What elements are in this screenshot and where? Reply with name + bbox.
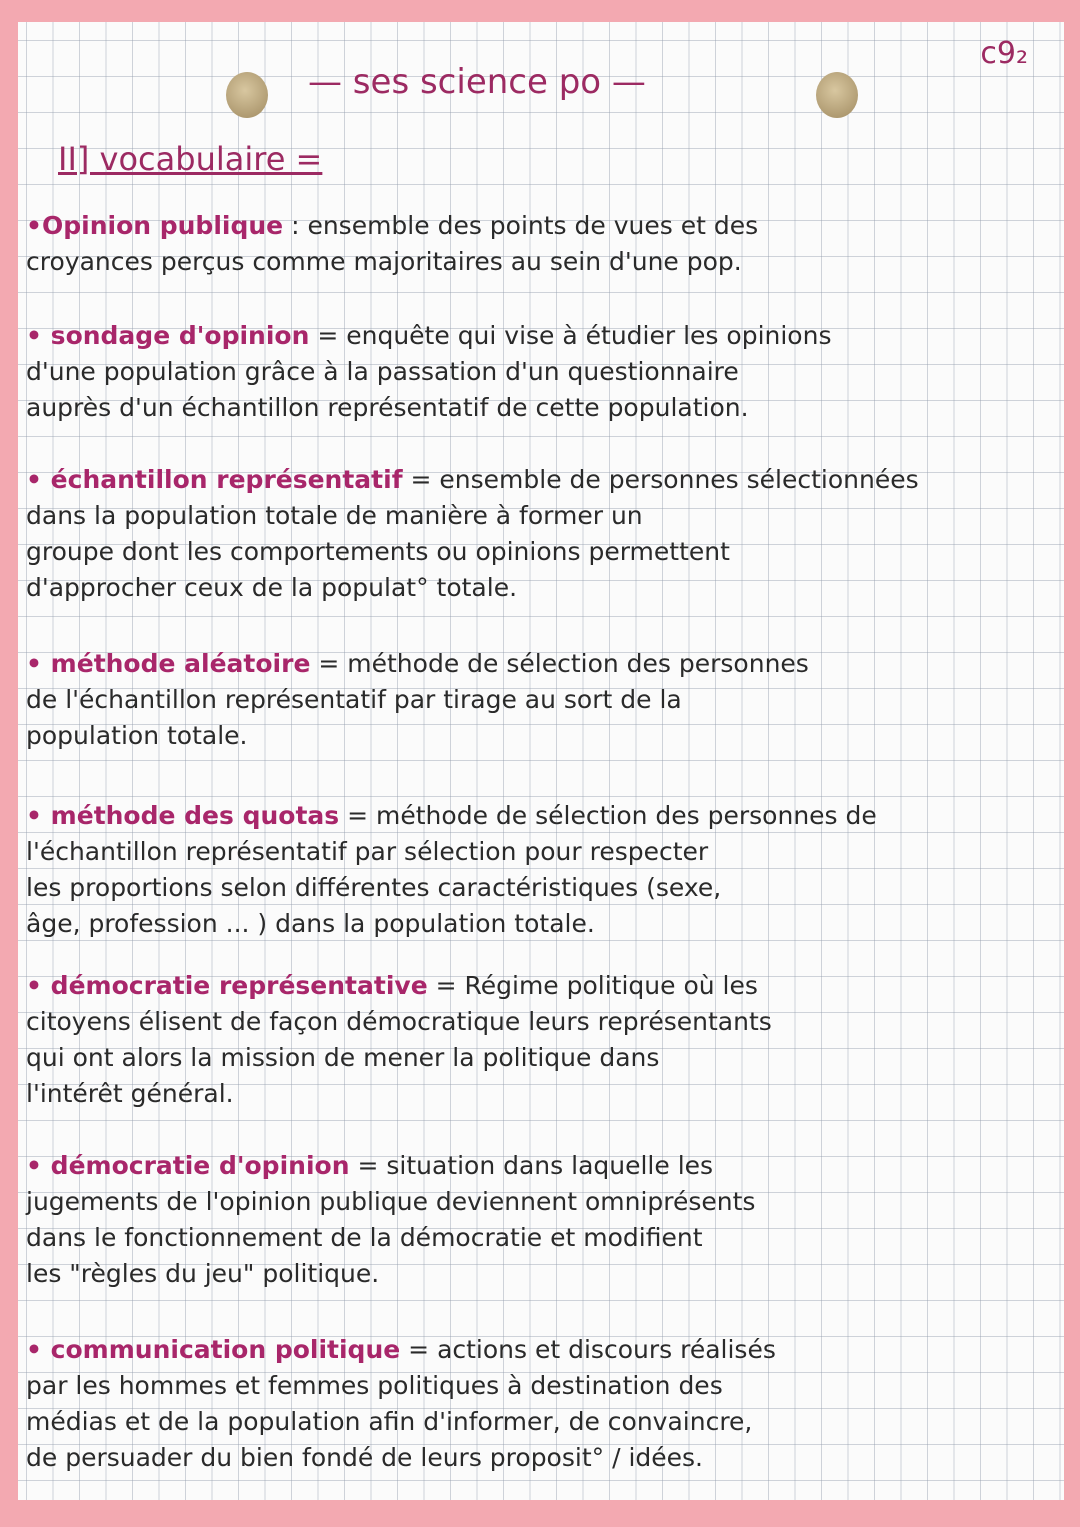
definition-term: • démocratie représentative xyxy=(26,971,428,1000)
binder-hole xyxy=(816,72,858,118)
definition-term: • échantillon représentatif xyxy=(26,465,403,494)
definition-entry xyxy=(26,1332,1056,1476)
definition-text: = méthode de sélection des personnes de xyxy=(347,801,877,830)
definition-line: d'une population grâce à la passation d'un questionnaire xyxy=(26,357,739,386)
definition-line: âge, profession ... ) dans la population totale. xyxy=(26,909,595,938)
definition-line: les proportions selon différentes caractéristiques (sexe, xyxy=(26,873,722,902)
definition-line xyxy=(26,968,1056,1004)
definition-line: dans le fonctionnement de la démocratie et modifient xyxy=(26,1223,703,1252)
definition-line: les "règles du jeu" politique. xyxy=(26,1259,380,1288)
definition-term: •Opinion publique xyxy=(26,211,284,240)
definition-line: l'intérêt général. xyxy=(26,1079,234,1108)
definition-entry xyxy=(26,462,1056,606)
section-heading: II] vocabulaire = xyxy=(58,140,323,178)
definition-text: = ensemble de personnes sélectionnées xyxy=(410,465,919,494)
definition-line: de persuader du bien fondé de leurs proposit° / idées. xyxy=(26,1443,703,1472)
definition-entry xyxy=(26,318,1056,426)
definition-text: = situation dans laquelle les xyxy=(357,1151,714,1180)
definition-line xyxy=(26,462,1056,498)
definition-text: = Régime politique où les xyxy=(435,971,758,1000)
definition-line xyxy=(26,646,1056,682)
definition-entry xyxy=(26,1148,1056,1292)
definition-text: = méthode de sélection des personnes xyxy=(318,649,809,678)
definition-line: citoyens élisent de façon démocratique leurs représentants xyxy=(26,1007,772,1036)
definition-term: • sondage d'opinion xyxy=(26,321,310,350)
definition-line xyxy=(26,1332,1056,1368)
definition-entry xyxy=(26,968,1056,1112)
definition-line: médias et de la population afin d'informer, de convaincre, xyxy=(26,1407,753,1436)
definition-entry xyxy=(26,208,1056,280)
definition-line xyxy=(26,318,1056,354)
definition-text: = actions et discours réalisés xyxy=(408,1335,776,1364)
definition-line: de l'échantillon représentatif par tirage au sort de la xyxy=(26,685,682,714)
notebook-page xyxy=(18,22,1064,1500)
binder-hole xyxy=(226,72,268,118)
definition-line: qui ont alors la mission de mener la politique dans xyxy=(26,1043,660,1072)
definition-entry xyxy=(26,646,1056,754)
definition-line: croyances perçus comme majoritaires au sein d'une pop. xyxy=(26,247,742,276)
definition-line xyxy=(26,1148,1056,1184)
definition-line: jugements de l'opinion publique deviennent omniprésents xyxy=(26,1187,756,1216)
definition-term: • méthode aléatoire xyxy=(26,649,311,678)
definition-line: d'approcher ceux de la populat° totale. xyxy=(26,573,518,602)
definition-term: • méthode des quotas xyxy=(26,801,340,830)
definition-line: auprès d'un échantillon représentatif de cette population. xyxy=(26,393,749,422)
page-number: c9₂ xyxy=(980,36,1028,71)
definition-line: par les hommes et femmes politiques à destination des xyxy=(26,1371,723,1400)
definition-line xyxy=(26,208,1056,244)
definition-line xyxy=(26,798,1056,834)
definition-line: population totale. xyxy=(26,721,248,750)
definition-line: l'échantillon représentatif par sélection pour respecter xyxy=(26,837,709,866)
definition-line: groupe dont les comportements ou opinions permettent xyxy=(26,537,730,566)
page-title: — ses science po — xyxy=(308,62,646,102)
definition-text: = enquête qui vise à étudier les opinions xyxy=(317,321,832,350)
definition-text: : ensemble des points de vues et des xyxy=(291,211,759,240)
definition-line: dans la population totale de manière à former un xyxy=(26,501,643,530)
definition-term: • communication politique xyxy=(26,1335,401,1364)
definition-entry xyxy=(26,798,1056,942)
definition-term: • démocratie d'opinion xyxy=(26,1151,350,1180)
